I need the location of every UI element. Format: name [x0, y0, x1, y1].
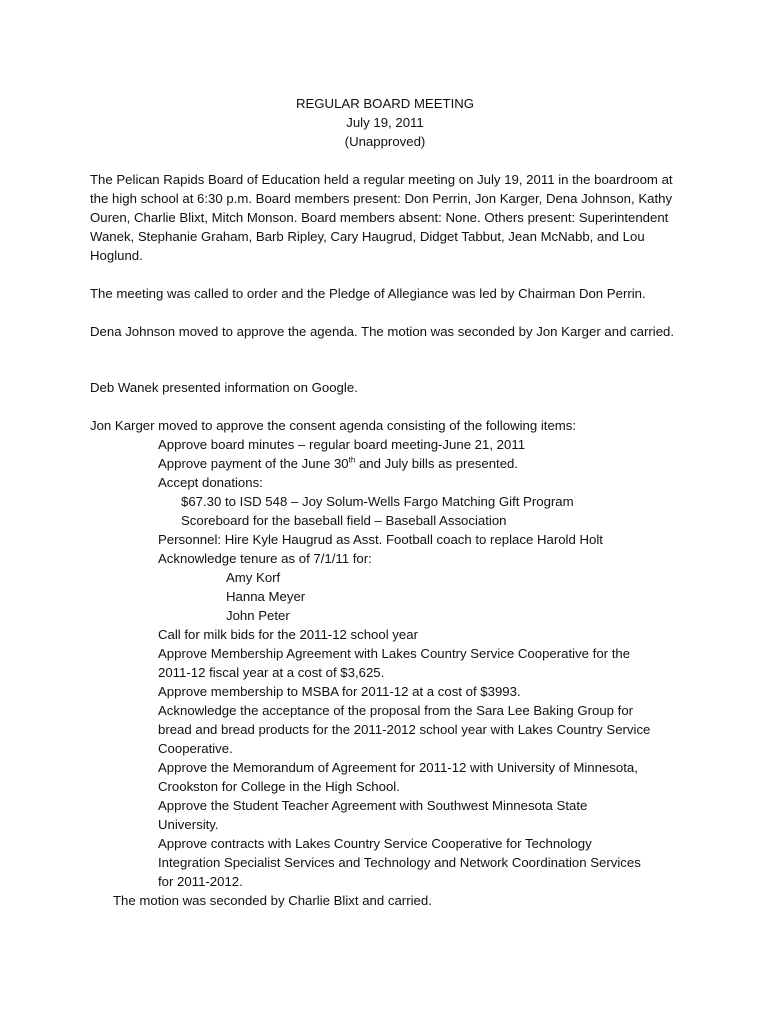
- consent-item-tech-line-1: Approve contracts with Lakes Country Service Cooperative for Technology: [158, 836, 592, 851]
- payment-text-end: and July bills as presented.: [355, 456, 519, 471]
- pledge-paragraph: [90, 284, 690, 303]
- meeting-title: REGULAR BOARD MEETING: [295, 96, 475, 111]
- consent-item-tech-line-3: for 2011-2012.: [158, 874, 243, 889]
- consent-item-donations: Accept donations:: [158, 475, 263, 490]
- donation-item-2: Scoreboard for the baseball field – Baseball Association: [181, 513, 507, 528]
- consent-item-msba: Approve membership to MSBA for 2011-12 at a cost of $3993.: [158, 684, 521, 699]
- consent-item-swmsu-line-1: Approve the Student Teacher Agreement with Southwest Minnesota State: [158, 798, 588, 813]
- intro-paragraph: [90, 170, 690, 265]
- consent-intro-text: Jon Karger moved to approve the consent agenda consisting of the following items:: [90, 418, 577, 433]
- meeting-header: [0, 94, 770, 151]
- consent-item-tech-line-2: Integration Specialist Services and Technology and Network Coordination Services: [158, 855, 641, 870]
- google-paragraph: [90, 378, 690, 397]
- closing-motion: The motion was seconded by Charlie Blixt and carried.: [113, 893, 432, 908]
- consent-intro-paragraph: [90, 416, 690, 435]
- consent-item-umn-line-1: Approve the Memorandum of Agreement for 2011-12 with University of Minnesota,: [158, 760, 638, 775]
- consent-item-lcsc-line-1: Approve Membership Agreement with Lakes Country Service Cooperative for the: [158, 646, 631, 661]
- consent-item-umn-line-2: Crookston for College in the High School.: [158, 779, 400, 794]
- intro-text: The Pelican Rapids Board of Education held a regular meeting on July 19, 2011 in the boardroom at the high school at 6:30 p.m. Board members present: Don Perrin, Jon Karger, Dena Johnson, Kathy Ouren, Charlie Blixt, Mitch Monson. Board members absent: None. Others present: Superintendent Wanek, Stephanie Graham, Barb Ripley, Cary Haugrud, Didget Tabbut, Jean McNabb, and Lou Hoglund.: [90, 172, 673, 263]
- consent-item-saralee-line-1: Acknowledge the acceptance of the proposal from the Sara Lee Baking Group for: [158, 703, 634, 718]
- donation-item-1: $67.30 to ISD 548 – Joy Solum-Wells Fargo Matching Gift Program: [181, 494, 574, 509]
- consent-item-saralee-line-2: bread and bread products for the 2011-2012 school year with Lakes Country Service: [158, 722, 651, 737]
- consent-item-lcsc-line-2: 2011-12 fiscal year at a cost of $3,625.: [158, 665, 385, 680]
- consent-item-personnel: Personnel: Hire Kyle Haugrud as Asst. Football coach to replace Harold Holt: [158, 532, 603, 547]
- google-text: Deb Wanek presented information on Google.: [90, 380, 358, 395]
- consent-item-payment: [158, 454, 518, 473]
- tenure-name: Hanna Meyer: [226, 589, 306, 604]
- consent-item-swmsu-line-2: University.: [158, 817, 219, 832]
- payment-text-start: Approve payment of the June 30: [158, 456, 349, 471]
- consent-item-tenure: Acknowledge tenure as of 7/1/11 for:: [158, 551, 372, 566]
- tenure-name: John Peter: [226, 608, 290, 623]
- payment-superscript: th: [348, 455, 356, 465]
- agenda-text: Dena Johnson moved to approve the agenda. The motion was seconded by Jon Karger and carried.: [90, 324, 675, 339]
- consent-item-saralee-line-3: Cooperative.: [158, 741, 233, 756]
- consent-item-milk-bids: Call for milk bids for the 2011-12 school year: [158, 627, 418, 642]
- approval-status: (Unapproved): [344, 134, 426, 149]
- meeting-date: July 19, 2011: [346, 115, 424, 130]
- tenure-name: Amy Korf: [226, 570, 281, 585]
- agenda-paragraph: [90, 322, 690, 341]
- consent-item-minutes: Approve board minutes – regular board meeting-June 21, 2011: [158, 437, 526, 452]
- pledge-text: The meeting was called to order and the Pledge of Allegiance was led by Chairman Don Perrin.: [90, 286, 646, 301]
